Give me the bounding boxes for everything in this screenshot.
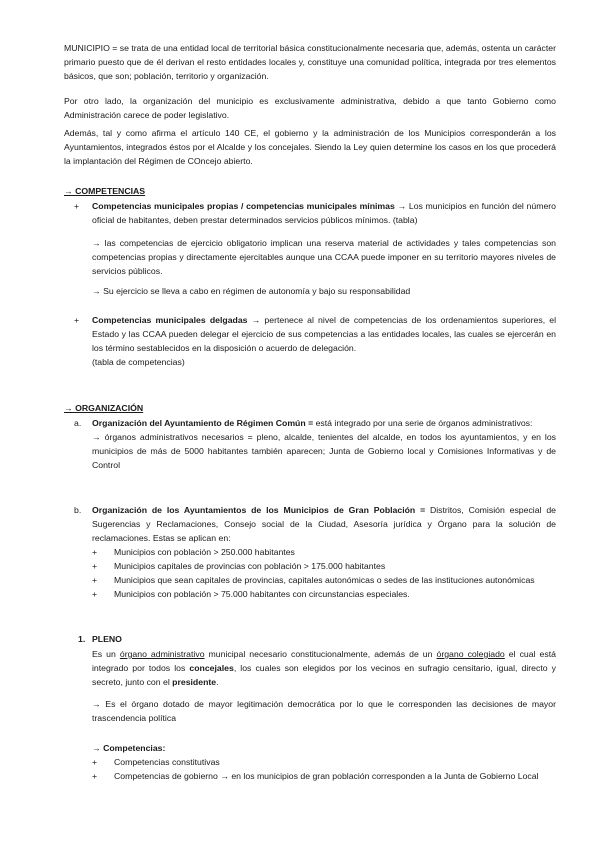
pleno-organo-colegiado: órgano colegiado xyxy=(436,649,505,659)
organizacion-item-b xyxy=(74,503,556,545)
competencias-delegadas-label: Competencias municipales delgadas xyxy=(92,315,248,325)
pleno-number: 1. xyxy=(78,634,86,644)
competencias-propias-desc: Los municipios en función del número oficial de habitantes, deben prestar determinados servicios públicos mínimos. (tabla) xyxy=(92,201,556,225)
list-item xyxy=(92,769,556,783)
pleno-text-9: . xyxy=(216,677,219,687)
organizacion-a-label: Organización del Ayuntamiento de Régimen Común = xyxy=(92,418,314,428)
competencias-heading: → COMPETENCIAS xyxy=(64,186,146,196)
organizacion-item-a xyxy=(74,416,556,472)
intro-paragraph-2: Por otro lado, la organización del municipio es exclusivamente administrativa, debido a que tanto Gobierno como Administración carece de poder legislativo. xyxy=(64,96,556,120)
plus-marker: + xyxy=(92,589,98,599)
organizacion-a-text xyxy=(92,416,556,430)
pleno-competencias-list xyxy=(92,755,556,783)
plus-marker: + xyxy=(92,547,98,557)
competencias-delegadas-desc: → pertenece al nivel de competencias de los ordenamientos superiores, el Estado y las CCAA pueden delegar el ejercicio de sus competencias a las entidades locales, las cuales se ejercerán en los término sestablecidos en la disposición o acuerdo de delegación. xyxy=(92,315,556,353)
competencias-propias-text xyxy=(92,199,556,227)
list-item-text: Municipios con población > 75.000 habitantes con circunstancias especiales. xyxy=(114,589,410,599)
pleno-competencias-heading: → Competencias: xyxy=(92,743,166,753)
item-marker-b: b. xyxy=(74,505,82,515)
plus-marker: + xyxy=(74,201,80,211)
organizacion-b-desc: Distritos, Comisión especial de Sugerencias y Reclamaciones, Consejo social de la Ciudad, Asesoría jurídica y Órgano para la solución de reclamaciones. Estas se aplican en: xyxy=(92,505,556,543)
organizacion-b-list xyxy=(92,545,556,601)
organizacion-heading: → ORGANIZACIÓN xyxy=(64,403,144,413)
pleno-text-3: municipal necesario constitucionalmente, además de un xyxy=(204,649,437,659)
pleno-paragraph-2: → Es el órgano dotado de mayor legitimación democrática por lo que le corresponden las decisiones de mayor trascendencia política xyxy=(92,699,556,723)
plus-marker: + xyxy=(92,771,98,781)
list-item-text: Municipios capitales de provincias con población > 175.000 habitantes xyxy=(114,561,386,571)
plus-marker: + xyxy=(92,561,98,571)
organizacion-b-label: Organización de los Ayuntamientos de los Municipios de Gran Población = xyxy=(92,505,426,515)
pleno-text-5: el cual está integrado por todos los xyxy=(92,649,556,673)
list-item xyxy=(92,587,556,601)
list-item-text: Municipios que sean capitales de provincias, capitales autonómicas o sedes de las instituciones autonómicas xyxy=(114,575,535,585)
organizacion-b-text xyxy=(92,503,556,545)
item-marker-a: a. xyxy=(74,418,82,428)
competencias-delegadas-body xyxy=(92,313,556,369)
competencias-tabla-note: (tabla de competencias) xyxy=(92,357,185,367)
list-item xyxy=(92,545,556,559)
competencias-sub-1: → las competencias de ejercicio obligatorio implican una reserva material de actividades y tales competencias son competencias propias y directamente ejercitables aunque una CCAA puede imponer en su territorio mayores niveles de servicios públicos. xyxy=(92,238,556,276)
pleno-heading xyxy=(78,632,122,646)
competencias-delegadas-item xyxy=(74,313,556,369)
pleno-title: PLENO xyxy=(92,634,122,644)
plus-marker: + xyxy=(92,757,98,767)
pleno-organo-administrativo: órgano administrativo xyxy=(119,649,205,659)
pleno-text-7: , los cuales son elegidos por los vecinos en sufragio censitario, igual, directo y secreto, junto con el xyxy=(92,663,556,687)
organizacion-a-desc: está integrado por una serie de órganos administrativos: xyxy=(313,418,533,428)
list-item xyxy=(92,755,556,769)
competencias-sub-2: → Su ejercicio se lleva a cabo en régimen de autonomía y bajo su responsabilidad xyxy=(92,286,411,296)
pleno-presidente: presidente xyxy=(172,677,217,687)
organizacion-a-detail: → órganos administrativos necesarios = pleno, alcalde, tenientes del alcalde, en todos los ayuntamientos, y en los municipios de más de 5000 habitantes también aparecen; Junta de Gobierno local y Comisiones Informativas y de Control xyxy=(92,432,556,470)
list-item-text: Competencias constitutivas xyxy=(114,757,220,767)
competencias-propias-label: Competencias municipales propias / competencias municipales mínimas → xyxy=(92,201,407,211)
intro-paragraph-3: Además, tal y como afirma el artículo 140 CE, el gobierno y la administración de los Municipios corresponderán a los Ayuntamientos, integrados éstos por el Alcalde y los concejales. Siendo la Ley quien determine los casos en los que procederá la implantación del Régimen de COncejo abierto. xyxy=(64,128,556,166)
list-item-text: Municipios con población > 250.000 habitantes xyxy=(114,547,295,557)
organizacion-a-body xyxy=(92,416,556,472)
list-item xyxy=(92,559,556,573)
list-item xyxy=(92,573,556,587)
pleno-paragraph-1 xyxy=(92,647,556,689)
plus-marker: + xyxy=(74,315,80,325)
plus-marker: + xyxy=(92,575,98,585)
competencias-delegadas-text xyxy=(92,313,556,355)
competencias-propias-item xyxy=(74,199,556,227)
list-item-text: Competencias de gobierno → en los municipios de gran población corresponden a la Junta de Gobierno Local xyxy=(114,771,539,781)
pleno-concejales: concejales xyxy=(189,663,234,673)
intro-paragraph-1: MUNICIPIO = se trata de una entidad local de territorial básica constitucionalmente necesaria que, además, ostenta un carácter primario puesto que de él derivan el resto entidades locales y, constituye una comunidad política, integrada por tres elementos básicos, que son; población, territorio y organización. xyxy=(64,43,556,81)
pleno-text-1: Es un xyxy=(92,649,120,659)
